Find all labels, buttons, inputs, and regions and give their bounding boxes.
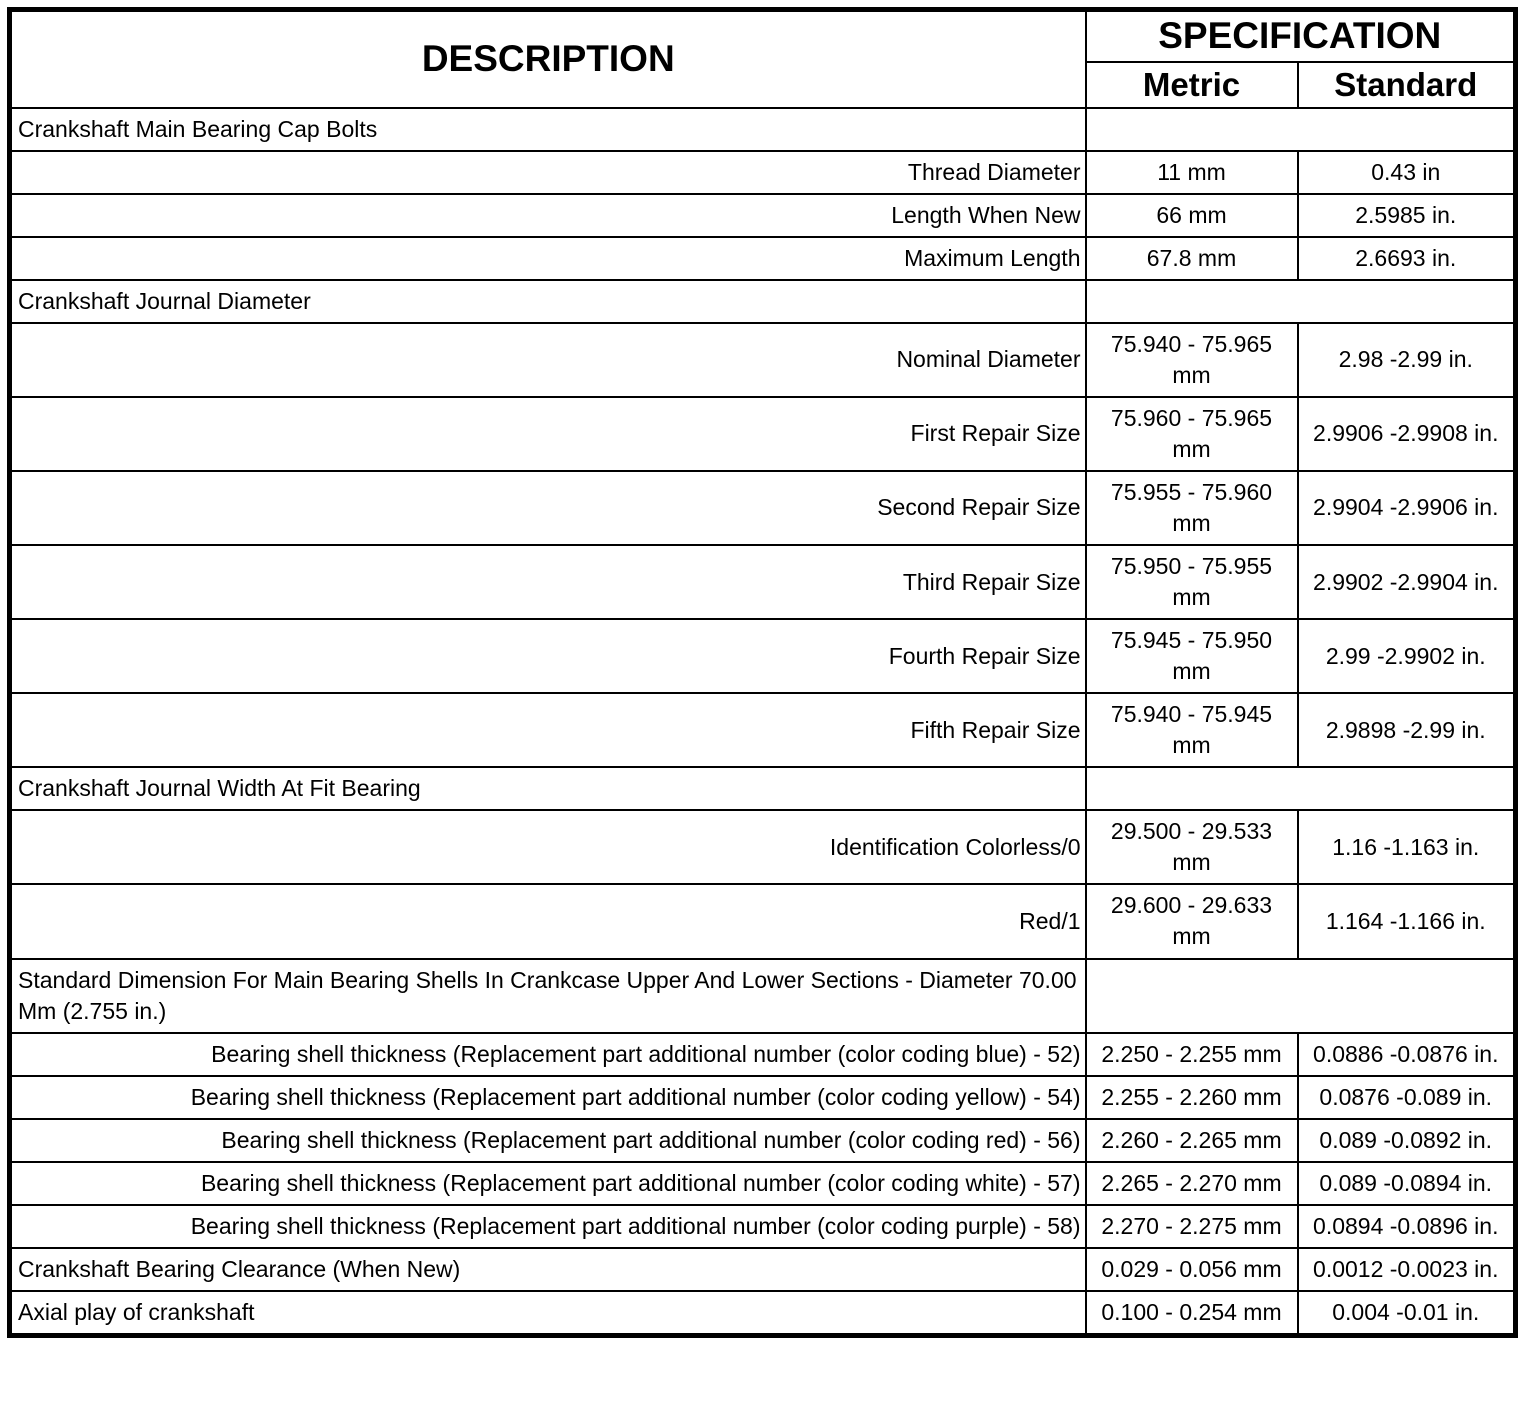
metric-value-cell: 2.270 - 2.275 mm (1086, 1205, 1298, 1248)
table-row (10, 237, 1516, 280)
empty-spec-cell (1086, 767, 1516, 810)
metric-value-cell: 0.029 - 0.056 mm (1086, 1248, 1298, 1291)
column-header-description: DESCRIPTION (10, 10, 1086, 108)
standard-value-cell: 0.089 -0.0894 in. (1298, 1162, 1516, 1205)
empty-spec-cell (1086, 108, 1516, 151)
metric-value-cell: 2.255 - 2.260 mm (1086, 1076, 1298, 1119)
metric-value-cell: 0.100 - 0.254 mm (1086, 1291, 1298, 1336)
table-row (10, 545, 1516, 619)
description-cell: Maximum Length (10, 237, 1086, 280)
standard-value-cell: 2.9906 -2.9908 in. (1298, 397, 1516, 471)
table-row (10, 471, 1516, 545)
standard-value-cell: 0.0886 -0.0876 in. (1298, 1033, 1516, 1076)
section-row (10, 108, 1516, 151)
description-cell: Length When New (10, 194, 1086, 237)
table-header (10, 10, 1516, 108)
table-row (10, 1162, 1516, 1205)
table-row (10, 810, 1516, 884)
header-row-main (10, 10, 1516, 62)
standard-value-cell: 2.5985 in. (1298, 194, 1516, 237)
metric-value-cell: 2.260 - 2.265 mm (1086, 1119, 1298, 1162)
table-row (10, 884, 1516, 958)
section-title: Crankshaft Journal Diameter (10, 280, 1086, 323)
column-header-standard: Standard (1298, 62, 1516, 108)
table-row (10, 1291, 1516, 1336)
column-header-metric: Metric (1086, 62, 1298, 108)
standard-value-cell: 2.6693 in. (1298, 237, 1516, 280)
standard-value-cell: 0.0876 -0.089 in. (1298, 1076, 1516, 1119)
description-cell: Crankshaft Bearing Clearance (When New) (10, 1248, 1086, 1291)
metric-value-cell: 2.265 - 2.270 mm (1086, 1162, 1298, 1205)
description-cell: Bearing shell thickness (Replacement part additional number (color coding white) - 57) (10, 1162, 1086, 1205)
section-row (10, 767, 1516, 810)
description-cell: Bearing shell thickness (Replacement part additional number (color coding blue) - 52) (10, 1033, 1086, 1076)
spec-table-body (10, 108, 1516, 1336)
specification-table (7, 7, 1518, 1338)
empty-spec-cell (1086, 280, 1516, 323)
standard-value-cell: 2.9902 -2.9904 in. (1298, 545, 1516, 619)
description-cell: Second Repair Size (10, 471, 1086, 545)
table-row (10, 1076, 1516, 1119)
metric-value-cell: 75.940 - 75.945 mm (1086, 693, 1298, 767)
metric-value-cell: 75.960 - 75.965 mm (1086, 397, 1298, 471)
description-cell: Third Repair Size (10, 545, 1086, 619)
description-cell: Nominal Diameter (10, 323, 1086, 397)
table-row (10, 619, 1516, 693)
table-row (10, 194, 1516, 237)
metric-value-cell: 29.600 - 29.633 mm (1086, 884, 1298, 958)
table-row (10, 1205, 1516, 1248)
section-title: Crankshaft Main Bearing Cap Bolts (10, 108, 1086, 151)
standard-value-cell: 0.089 -0.0892 in. (1298, 1119, 1516, 1162)
table-row (10, 1248, 1516, 1291)
standard-value-cell: 0.0894 -0.0896 in. (1298, 1205, 1516, 1248)
table-row (10, 693, 1516, 767)
section-title: Standard Dimension For Main Bearing Shells In Crankcase Upper And Lower Sections - Diameter 70.00 Mm (2.755 in.) (10, 959, 1086, 1033)
standard-value-cell: 2.9904 -2.9906 in. (1298, 471, 1516, 545)
description-cell: Axial play of crankshaft (10, 1291, 1086, 1336)
standard-value-cell: 0.43 in (1298, 151, 1516, 194)
table-row (10, 323, 1516, 397)
description-cell: Fifth Repair Size (10, 693, 1086, 767)
metric-value-cell: 75.940 - 75.965 mm (1086, 323, 1298, 397)
description-cell: Bearing shell thickness (Replacement part additional number (color coding purple) - 58) (10, 1205, 1086, 1248)
description-cell: Identification Colorless/0 (10, 810, 1086, 884)
standard-value-cell: 1.16 -1.163 in. (1298, 810, 1516, 884)
description-cell: Thread Diameter (10, 151, 1086, 194)
section-row (10, 280, 1516, 323)
table-row (10, 1033, 1516, 1076)
table-row (10, 1119, 1516, 1162)
standard-value-cell: 2.98 -2.99 in. (1298, 323, 1516, 397)
metric-value-cell: 11 mm (1086, 151, 1298, 194)
description-cell: Fourth Repair Size (10, 619, 1086, 693)
standard-value-cell: 0.0012 -0.0023 in. (1298, 1248, 1516, 1291)
metric-value-cell: 29.500 - 29.533 mm (1086, 810, 1298, 884)
metric-value-cell: 2.250 - 2.255 mm (1086, 1033, 1298, 1076)
section-row (10, 959, 1516, 1033)
description-cell: First Repair Size (10, 397, 1086, 471)
metric-value-cell: 75.950 - 75.955 mm (1086, 545, 1298, 619)
section-title: Crankshaft Journal Width At Fit Bearing (10, 767, 1086, 810)
table-row (10, 151, 1516, 194)
metric-value-cell: 75.955 - 75.960 mm (1086, 471, 1298, 545)
description-cell: Bearing shell thickness (Replacement part additional number (color coding red) - 56) (10, 1119, 1086, 1162)
metric-value-cell: 66 mm (1086, 194, 1298, 237)
description-cell: Bearing shell thickness (Replacement part additional number (color coding yellow) - 54) (10, 1076, 1086, 1119)
metric-value-cell: 67.8 mm (1086, 237, 1298, 280)
column-header-specification: SPECIFICATION (1086, 10, 1516, 62)
metric-value-cell: 75.945 - 75.950 mm (1086, 619, 1298, 693)
empty-spec-cell (1086, 959, 1516, 1033)
standard-value-cell: 2.9898 -2.99 in. (1298, 693, 1516, 767)
description-cell: Red/1 (10, 884, 1086, 958)
table-row (10, 397, 1516, 471)
standard-value-cell: 1.164 -1.166 in. (1298, 884, 1516, 958)
standard-value-cell: 2.99 -2.9902 in. (1298, 619, 1516, 693)
standard-value-cell: 0.004 -0.01 in. (1298, 1291, 1516, 1336)
